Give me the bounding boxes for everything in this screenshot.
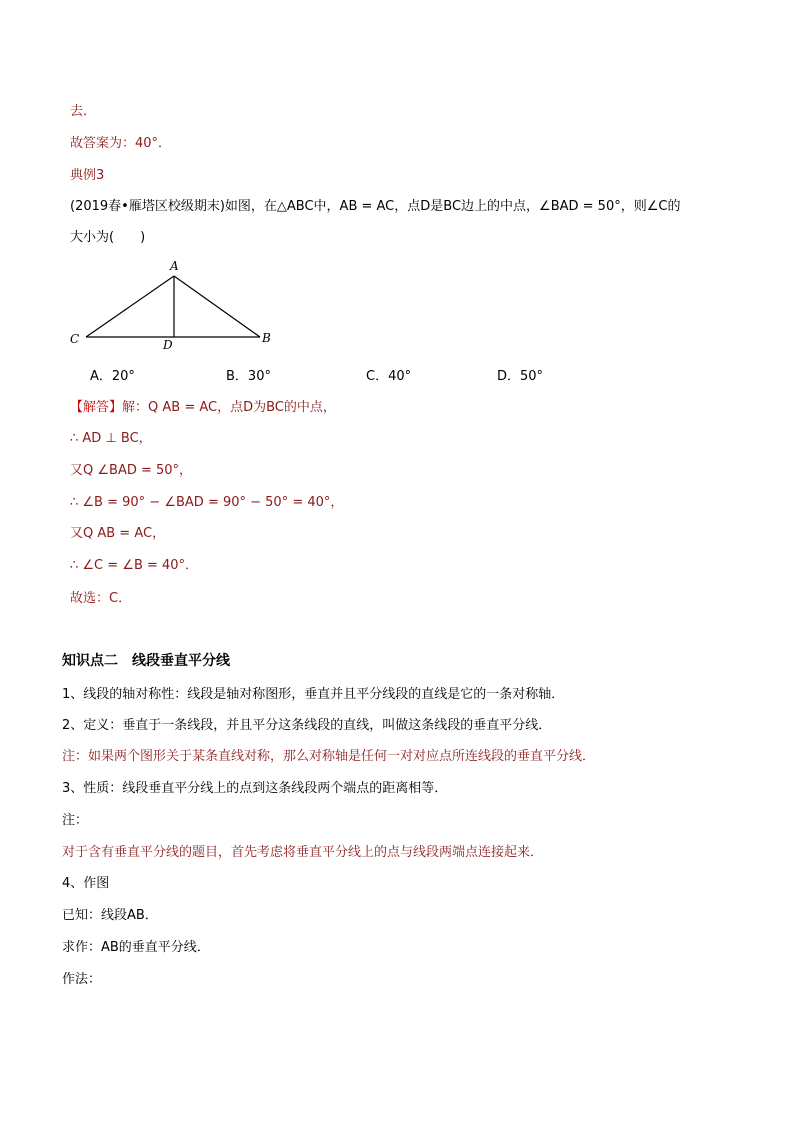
section-note-2: 对于含有垂直平分线的题目，首先考虑将垂直平分线上的点与线段两端点连接起来． (62, 845, 544, 860)
solution-line-1 (70, 400, 336, 416)
solution-tag: 【解答】 (70, 400, 123, 415)
section-para-4: 4、作图 (62, 876, 110, 891)
option-b: B．30° (226, 369, 271, 384)
label-a: A (170, 259, 179, 273)
section-para-1: 1、线段的轴对称性：线段是轴对称图形，垂直并且平分线段的直线是它的一条对称轴． (62, 687, 565, 702)
problem-statement: (2019春•雁塔区校级期末)如图，在△ABC中，AB = AC，点D是BC边上的中点，∠BAD = 50°，则∠C的 (70, 199, 681, 214)
label-d: D (163, 338, 173, 352)
option-c: C．40° (366, 369, 412, 384)
option-a: A．20° (90, 369, 135, 384)
label-b: B (262, 331, 271, 345)
problem-statement-cont: 大小为( ) (70, 230, 146, 245)
segment-ca (86, 276, 174, 337)
section-find: 求作：AB的垂直平分线． (62, 940, 210, 955)
example-label: 典例3 (70, 168, 105, 183)
option-d: D．50° (497, 369, 544, 384)
section-note-label: 注： (62, 813, 89, 828)
label-c: C (70, 332, 80, 346)
solution-line-6: ∴ ∠C = ∠B = 40°． (70, 558, 199, 573)
section-para-3: 3、性质：线段垂直平分线上的点到这条线段两个端点的距离相等． (62, 781, 448, 796)
section-given: 已知：线段AB． (62, 908, 158, 923)
solution-line-3: 又Q ∠BAD = 50°， (70, 463, 193, 478)
solution-line-2: ∴ AD ⊥ BC， (70, 431, 152, 446)
section-title: 知识点二 线段垂直平分线 (62, 653, 230, 669)
triangle-figure (64, 256, 284, 352)
solution-line-4: ∴ ∠B = 90° − ∠BAD = 90° − 50° = 40°， (70, 495, 344, 510)
answer-line: 故答案为：40°． (70, 136, 172, 151)
text-line: 去． (70, 104, 97, 119)
solution-text: 解：Q AB = AC，点D为BC的中点， (122, 400, 336, 415)
section-method: 作法： (62, 972, 102, 987)
solution-line-7: 故选：C． (70, 591, 132, 606)
segment-ab (174, 276, 260, 337)
section-note-1: 注：如果两个图形关于某条直线对称，那么对称轴是任何一对对应点所连线段的垂直平分线． (62, 749, 596, 764)
solution-line-5: 又Q AB = AC， (70, 526, 166, 541)
section-para-2: 2、定义：垂直于一条线段，并且平分这条线段的直线，叫做这条线段的垂直平分线． (62, 718, 552, 733)
